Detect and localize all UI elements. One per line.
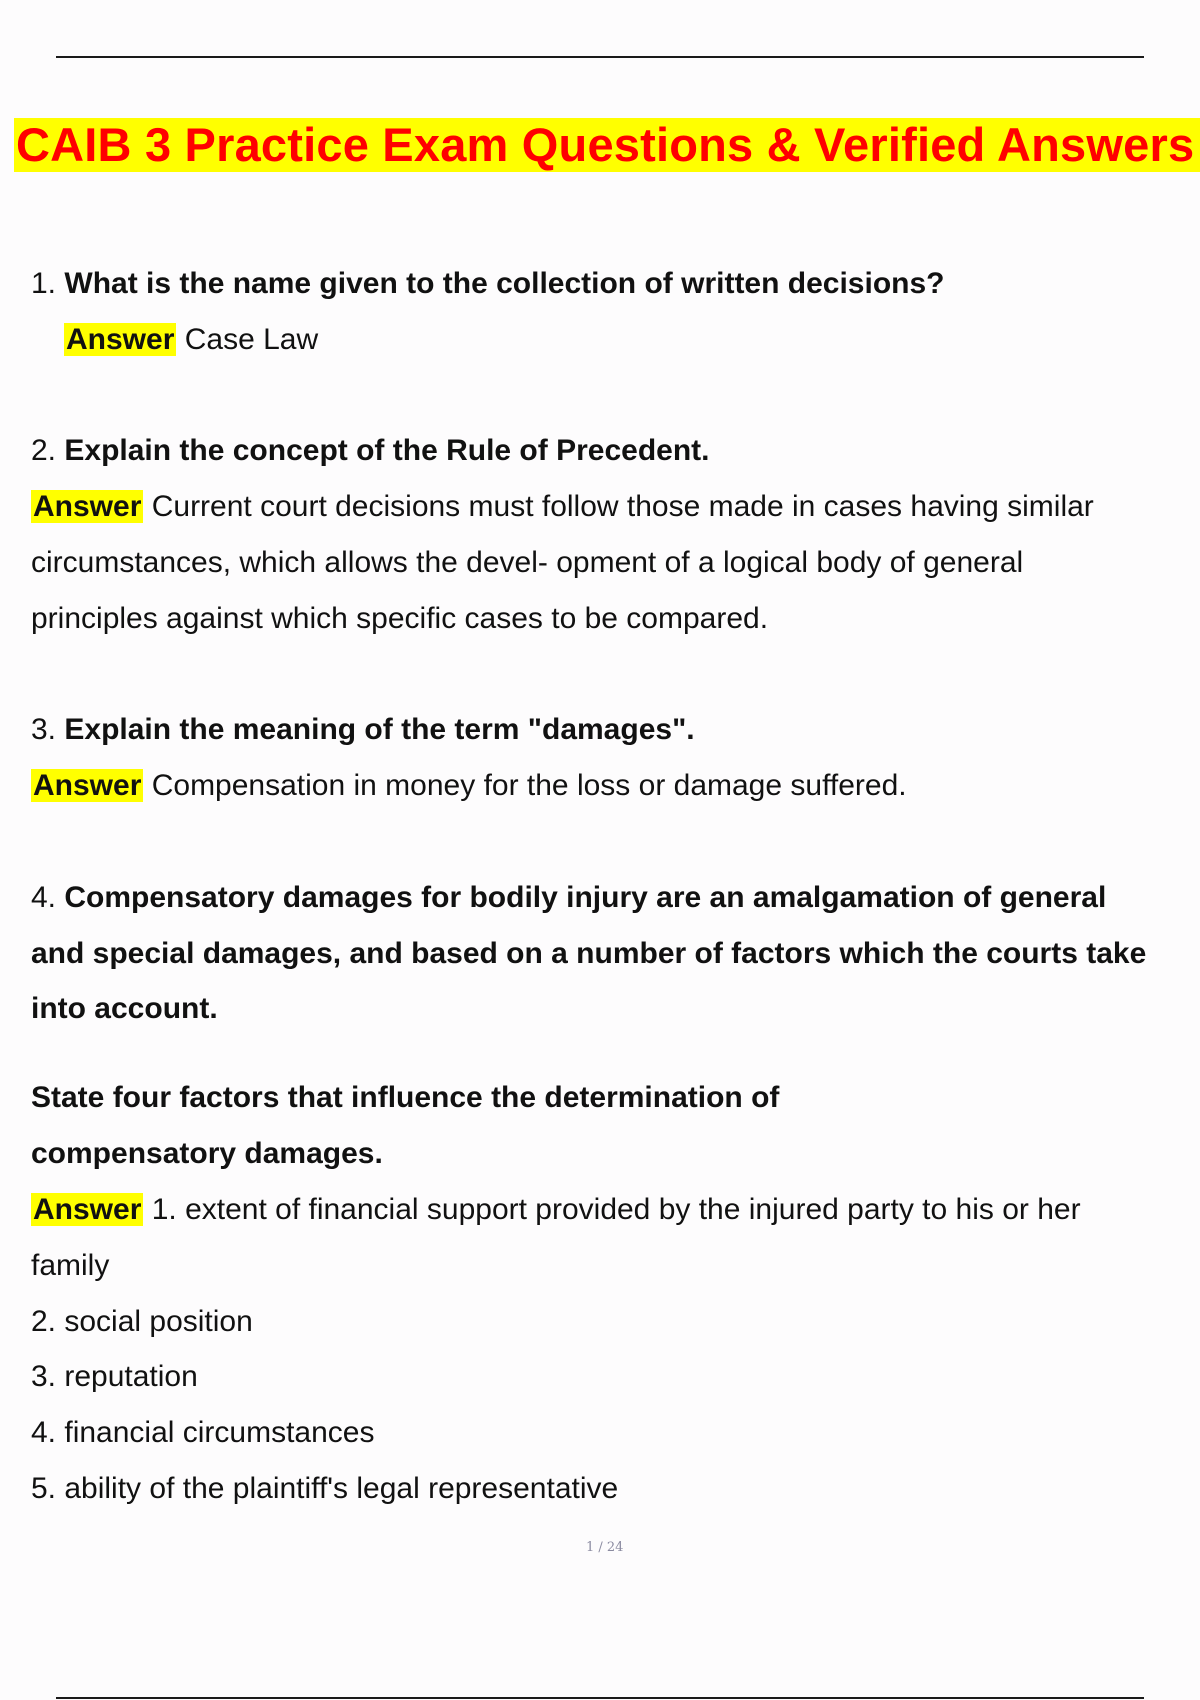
- question-3: [31, 712, 695, 748]
- answer-2-text: Current court decisions must follow those made in cases having similar: [151, 490, 1094, 523]
- question-2-number: 2.: [31, 434, 57, 467]
- answer-4-line-5: 4. financial circumstances: [31, 1416, 375, 1449]
- answer-4-text: 1. extent of financial support provided by the injured party to his or her: [151, 1193, 1081, 1226]
- answer-1-text: Case Law: [184, 323, 319, 356]
- answer-3: [31, 768, 907, 804]
- question-1-text: What is the name given to the collection of written decisions?: [64, 267, 945, 300]
- page-indicator: 1 / 24: [586, 1540, 624, 1555]
- answer-2-line-1: [31, 489, 1094, 525]
- answer-3-text: Compensation in money for the loss or damage suffered.: [151, 769, 907, 802]
- answer-label: Answer: [66, 323, 175, 356]
- question-2-text: Explain the concept of the Rule of Precedent.: [64, 434, 710, 467]
- answer-4-line-4: 3. reputation: [31, 1360, 198, 1393]
- question-3-number: 3.: [31, 713, 57, 746]
- question-1: [31, 266, 944, 302]
- document-title: CAIB 3 Practice Exam Questions & Verified Answers: [16, 118, 1195, 171]
- answer-4-line-3: 2. social position: [31, 1305, 253, 1338]
- question-1-number: 1.: [31, 267, 57, 300]
- answer-label: Answer: [33, 1193, 142, 1226]
- top-rule: [56, 56, 1144, 58]
- sub-question-line-1: State four factors that influence the determination of: [31, 1081, 780, 1114]
- sub-question-line-2: compensatory damages.: [31, 1137, 383, 1170]
- question-2: [31, 433, 709, 469]
- answer-2-line-3: principles against which specific cases to be compared.: [31, 602, 769, 635]
- answer-label: Answer: [33, 490, 142, 523]
- question-4-line-1: [31, 880, 1106, 916]
- question-4-number: 4.: [31, 881, 57, 914]
- question-4-text: Compensatory damages for bodily injury are an amalgamation of general: [64, 881, 1107, 914]
- question-3-text: Explain the meaning of the term "damages".: [64, 713, 695, 746]
- bottom-rule: [56, 1697, 1144, 1699]
- question-4-line-2: and special damages, and based on a number of factors which the courts take: [31, 937, 1147, 970]
- question-4-line-3: into account.: [31, 992, 218, 1025]
- answer-4-line-1: [31, 1192, 1081, 1228]
- answer-label: Answer: [33, 769, 142, 802]
- answer-2-line-2: circumstances, which allows the devel- opment of a logical body of general: [31, 546, 1024, 579]
- answer-4-line-6: 5. ability of the plaintiff's legal representative: [31, 1472, 619, 1505]
- answer-4-line-2: family: [31, 1249, 110, 1282]
- answer-1: [64, 322, 318, 358]
- title-highlight: [14, 118, 1200, 172]
